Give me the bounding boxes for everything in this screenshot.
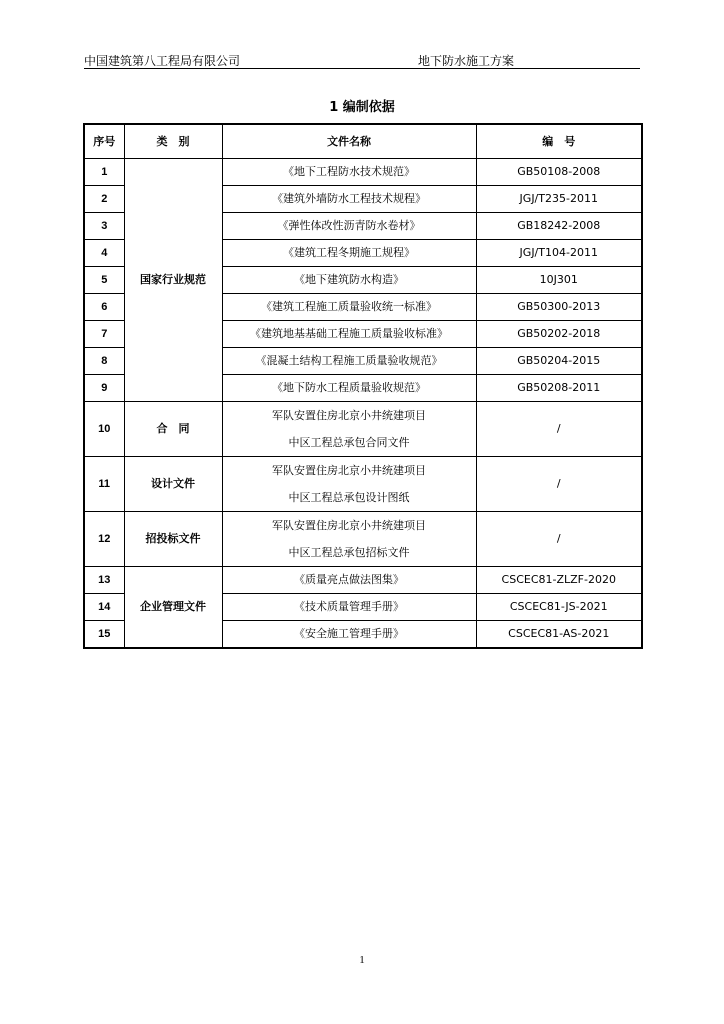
row-number: 11 <box>84 457 124 512</box>
document-code: CSCEC81-ZLZF-2020 <box>476 567 642 594</box>
document-name-line: 中区工程总承包合同文件 <box>288 436 410 449</box>
document-name: 《技术质量管理手册》 <box>222 594 476 621</box>
document-name <box>222 512 476 567</box>
document-code: CSCEC81-JS-2021 <box>476 594 642 621</box>
row-number: 4 <box>84 240 124 267</box>
document-name: 《建筑工程冬期施工规程》 <box>222 240 476 267</box>
table-row <box>84 159 642 186</box>
document-name-line: 军队安置住房北京小井统建项目 <box>272 409 426 422</box>
document-code: GB50202-2018 <box>476 321 642 348</box>
row-number: 2 <box>84 186 124 213</box>
table-row <box>84 512 642 567</box>
category-cell: 设计文件 <box>124 457 222 512</box>
document-name <box>222 457 476 512</box>
document-name: 《混凝土结构工程施工质量验收规范》 <box>222 348 476 375</box>
row-number: 13 <box>84 567 124 594</box>
document-name-line: 军队安置住房北京小井统建项目 <box>272 519 426 532</box>
document-name-line: 军队安置住房北京小井统建项目 <box>272 464 426 477</box>
document-name: 《建筑外墙防水工程技术规程》 <box>222 186 476 213</box>
document-code: / <box>476 457 642 512</box>
document-name: 《地下防水工程质量验收规范》 <box>222 375 476 402</box>
document-name: 《地下工程防水技术规范》 <box>222 159 476 186</box>
document-code: / <box>476 402 642 457</box>
document-code: GB50108-2008 <box>476 159 642 186</box>
document-name: 《质量亮点做法图集》 <box>222 567 476 594</box>
column-header-category: 类 别 <box>124 124 222 159</box>
document-name-line: 中区工程总承包招标文件 <box>288 546 410 559</box>
row-number: 3 <box>84 213 124 240</box>
document-code: / <box>476 512 642 567</box>
document-name: 《建筑地基基础工程施工质量验收标准》 <box>222 321 476 348</box>
company-name: 中国建筑第八工程局有限公司 <box>84 54 241 68</box>
column-header-no: 序号 <box>84 124 124 159</box>
table-row <box>84 567 642 594</box>
section-title: 1 编制依据 <box>329 100 395 115</box>
row-number: 6 <box>84 294 124 321</box>
row-number: 1 <box>84 159 124 186</box>
table-row <box>84 457 642 512</box>
document-name-line: 中区工程总承包设计图纸 <box>288 491 410 504</box>
document-title: 地下防水施工方案 <box>418 54 515 68</box>
row-number: 8 <box>84 348 124 375</box>
document-code: 10J301 <box>476 267 642 294</box>
category-cell: 国家行业规范 <box>124 159 222 402</box>
document-name <box>222 402 476 457</box>
document-code: GB50204-2015 <box>476 348 642 375</box>
document-name: 《弹性体改性沥青防水卷材》 <box>222 213 476 240</box>
category-cell: 合 同 <box>124 402 222 457</box>
row-number: 12 <box>84 512 124 567</box>
page-header <box>84 52 640 69</box>
table-row <box>84 402 642 457</box>
document-name: 《地下建筑防水构造》 <box>222 267 476 294</box>
document-code: JGJ/T235-2011 <box>476 186 642 213</box>
table-header-row <box>84 124 642 159</box>
category-cell: 招投标文件 <box>124 512 222 567</box>
row-number: 14 <box>84 594 124 621</box>
document-code: CSCEC81-AS-2021 <box>476 621 642 649</box>
row-number: 15 <box>84 621 124 649</box>
document-code: GB18242-2008 <box>476 213 642 240</box>
page-number: 1 <box>359 954 365 966</box>
document-name: 《安全施工管理手册》 <box>222 621 476 649</box>
basis-table <box>83 123 643 649</box>
row-number: 9 <box>84 375 124 402</box>
document-code: GB50300-2013 <box>476 294 642 321</box>
document-name: 《建筑工程施工质量验收统一标准》 <box>222 294 476 321</box>
document-code: JGJ/T104-2011 <box>476 240 642 267</box>
column-header-name: 文件名称 <box>222 124 476 159</box>
category-cell: 企业管理文件 <box>124 567 222 649</box>
document-code: GB50208-2011 <box>476 375 642 402</box>
row-number: 7 <box>84 321 124 348</box>
column-header-code: 编 号 <box>476 124 642 159</box>
row-number: 5 <box>84 267 124 294</box>
row-number: 10 <box>84 402 124 457</box>
